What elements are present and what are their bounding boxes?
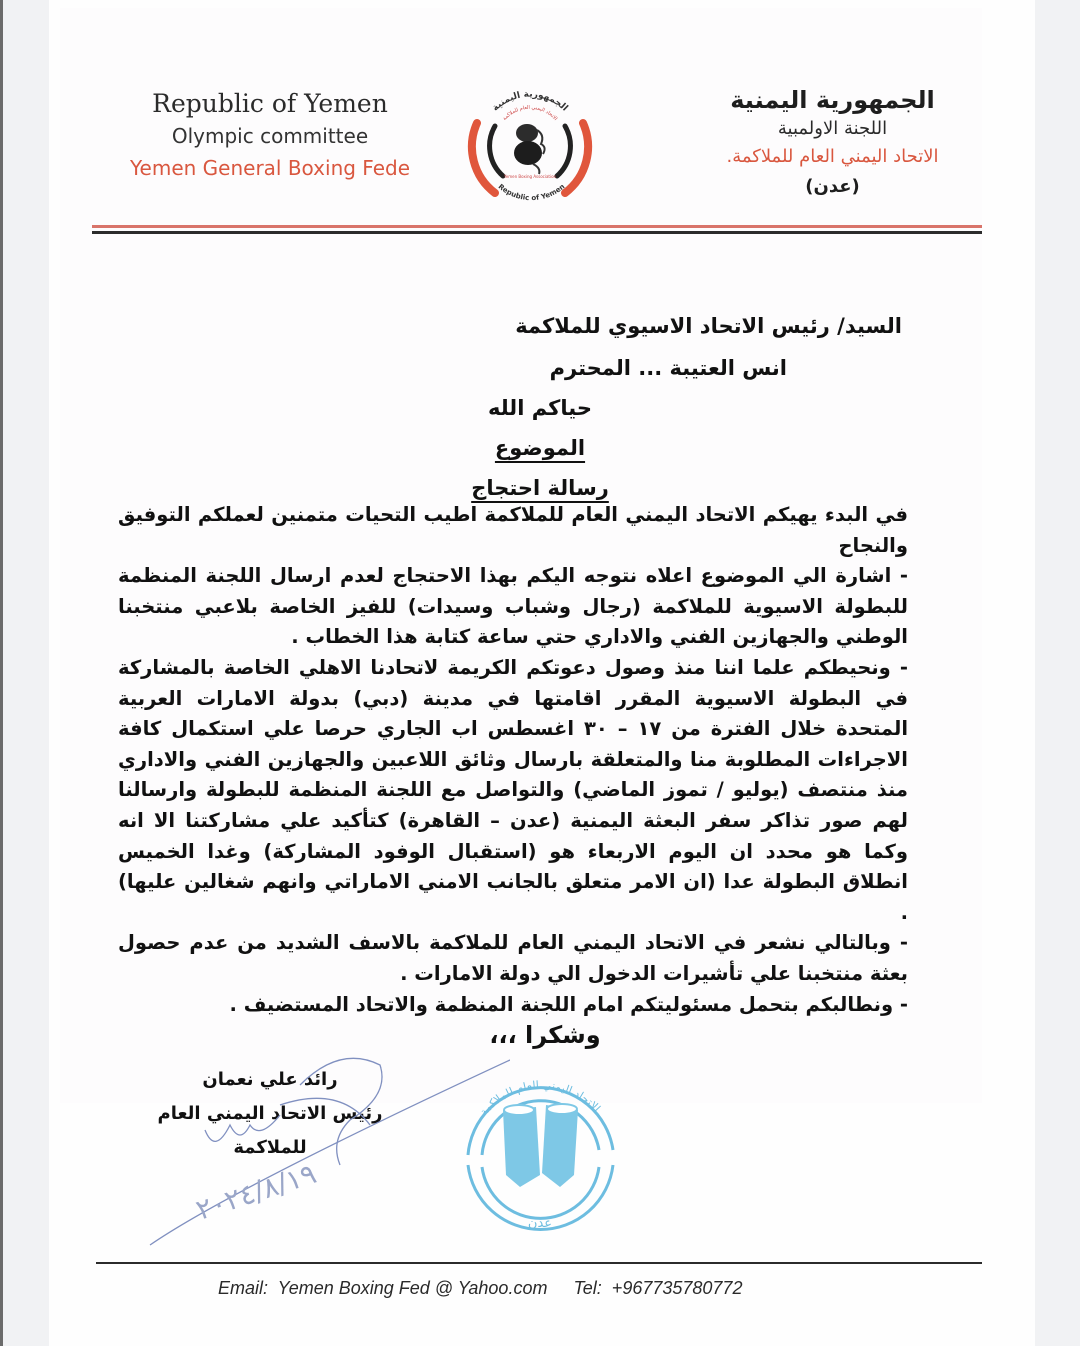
signatory-title: رئيس الاتحاد اليمني العام <box>157 1103 383 1124</box>
subject-title: رسالة احتجاج <box>471 476 609 500</box>
letterhead-arabic <box>690 84 975 202</box>
body-paragraph: - ونحيطكم علما اننا منذ وصول دعوتكم الكريمة لاتحادنا الاهلي الخاصة بالمشاركة في البطولة الاسيوية المقرر اقامتها في مدينة (دبي) بدولة الامارات العربية المتحدة خلال الفترة من ١٧ – ٣٠ اغسطس اب الجاري حرصا علي استكمال كافة الاجراءات المطلوبة منا والمتعلقة بارسال وثائق اللاعبين والجهازين الفني والاداري منذ منتصف (يوليو / تموز الماضي) والتواصل مع اللجنة المنظمة للبطولة وارسالنا لهم صور تذاكر سفر البعثة اليمنية (عدن – القاهرة) كتأكيد علي مشاركتنا الا انه وكما هو محدد ان اليوم الاربعاء هو (استقبال الوفود المشاركة) وغدا الخميس انطلاق البطولة عدا (ان الامر متعلق بالجانب الامني الاماراتي وانهم شغالين عليها) . <box>118 655 909 924</box>
letterhead-english <box>100 88 440 184</box>
stamp-ring-text: الاتحاد اليمني العام للملاكمة <box>477 1078 603 1119</box>
footer-contact <box>218 1278 742 1299</box>
logo-right-black-arc <box>557 126 570 176</box>
federation-logo <box>455 68 605 218</box>
greeting-subject-block <box>440 388 640 508</box>
boxing-gloves-icon <box>503 1104 578 1187</box>
committee-name-ar: اللجنة الاولمبية <box>777 118 888 139</box>
header-divider-black <box>92 231 982 234</box>
country-name-ar: الجمهورية اليمنية <box>730 86 935 114</box>
closing-thanks: وشكرا ،،، <box>489 1021 601 1049</box>
footer-email: Email: Yemen Boxing Fed @ Yahoo.com <box>218 1278 548 1298</box>
logo-bottom-text: Republic of Yemen <box>496 182 567 203</box>
signature-date: ٢٠٢٤/٨/١٩ <box>191 1156 321 1227</box>
logo-inner-bottom-text: Yemen Boxing Association <box>503 174 557 179</box>
stamp-city-text: عدن <box>527 1216 553 1231</box>
federation-name-en: Yemen General Boxing Fede <box>129 156 411 180</box>
committee-name-en: Olympic committee <box>171 124 369 148</box>
signatory-title-cont: للملاكمة <box>233 1137 307 1158</box>
header-divider-red <box>92 225 982 228</box>
addressee-name: انس العتيبة ... المحترم <box>549 356 787 380</box>
body-paragraph: - ونطالبكم بتحمل مسئوليتكم امام اللجنة المنظمة والاتحاد المستضيف . <box>229 992 908 1016</box>
country-name-en: Republic of Yemen <box>152 89 388 118</box>
logo-top-text: الجمهورية اليمنية <box>490 89 570 114</box>
footer-divider <box>96 1262 982 1264</box>
logo-left-black-arc <box>490 126 503 176</box>
logo-inner-text: الاتحاد اليمني العام للملاكمة <box>501 104 559 122</box>
boxing-gloves-icon <box>514 124 545 174</box>
subject-label: الموضوع <box>494 436 586 460</box>
viewer-left-border <box>0 0 3 1346</box>
addressee-block <box>515 305 902 389</box>
letter-body <box>118 500 908 1020</box>
signatory-name: رائد علي نعمان <box>202 1069 338 1090</box>
city-name-ar: (عدن) <box>805 176 860 197</box>
footer-phone: Tel: +967735780772 <box>573 1278 743 1298</box>
federation-name-ar: الاتحاد اليمني العام للملاكمة. <box>726 146 939 167</box>
body-paragraph: - اشارة الي الموضوع اعلاه نتوجه اليكم بهذا الاحتجاج لعدم ارسال اللجنة المنظمة للبطولة الاسيوية للملاكمة (رجال وشباب وسيدات) للفيز الخاصة بلاعبي منتخبنا الوطني والجهازين الفني والاداري حتي ساعة كتابة هذا الخطاب . <box>118 564 908 649</box>
greeting: حياكم الله <box>488 396 592 420</box>
body-paragraph: - وبالتالي نشعر في الاتحاد اليمني العام للملاكمة بالاسف الشديد من عدم حصول بعثة منتخبنا علي تأشيرات الدخول الي دولة الامارات . <box>118 931 908 985</box>
addressee-title: السيد/ رئيس الاتحاد الاسيوي للملاكمة <box>515 314 902 338</box>
handwritten-signature <box>90 1030 510 1260</box>
body-paragraph: في البدء يهيكم الاتحاد اليمني العام للملاكمة اطيب التحيات متمنين لعملكم التوفيق والنجاح <box>118 503 908 557</box>
